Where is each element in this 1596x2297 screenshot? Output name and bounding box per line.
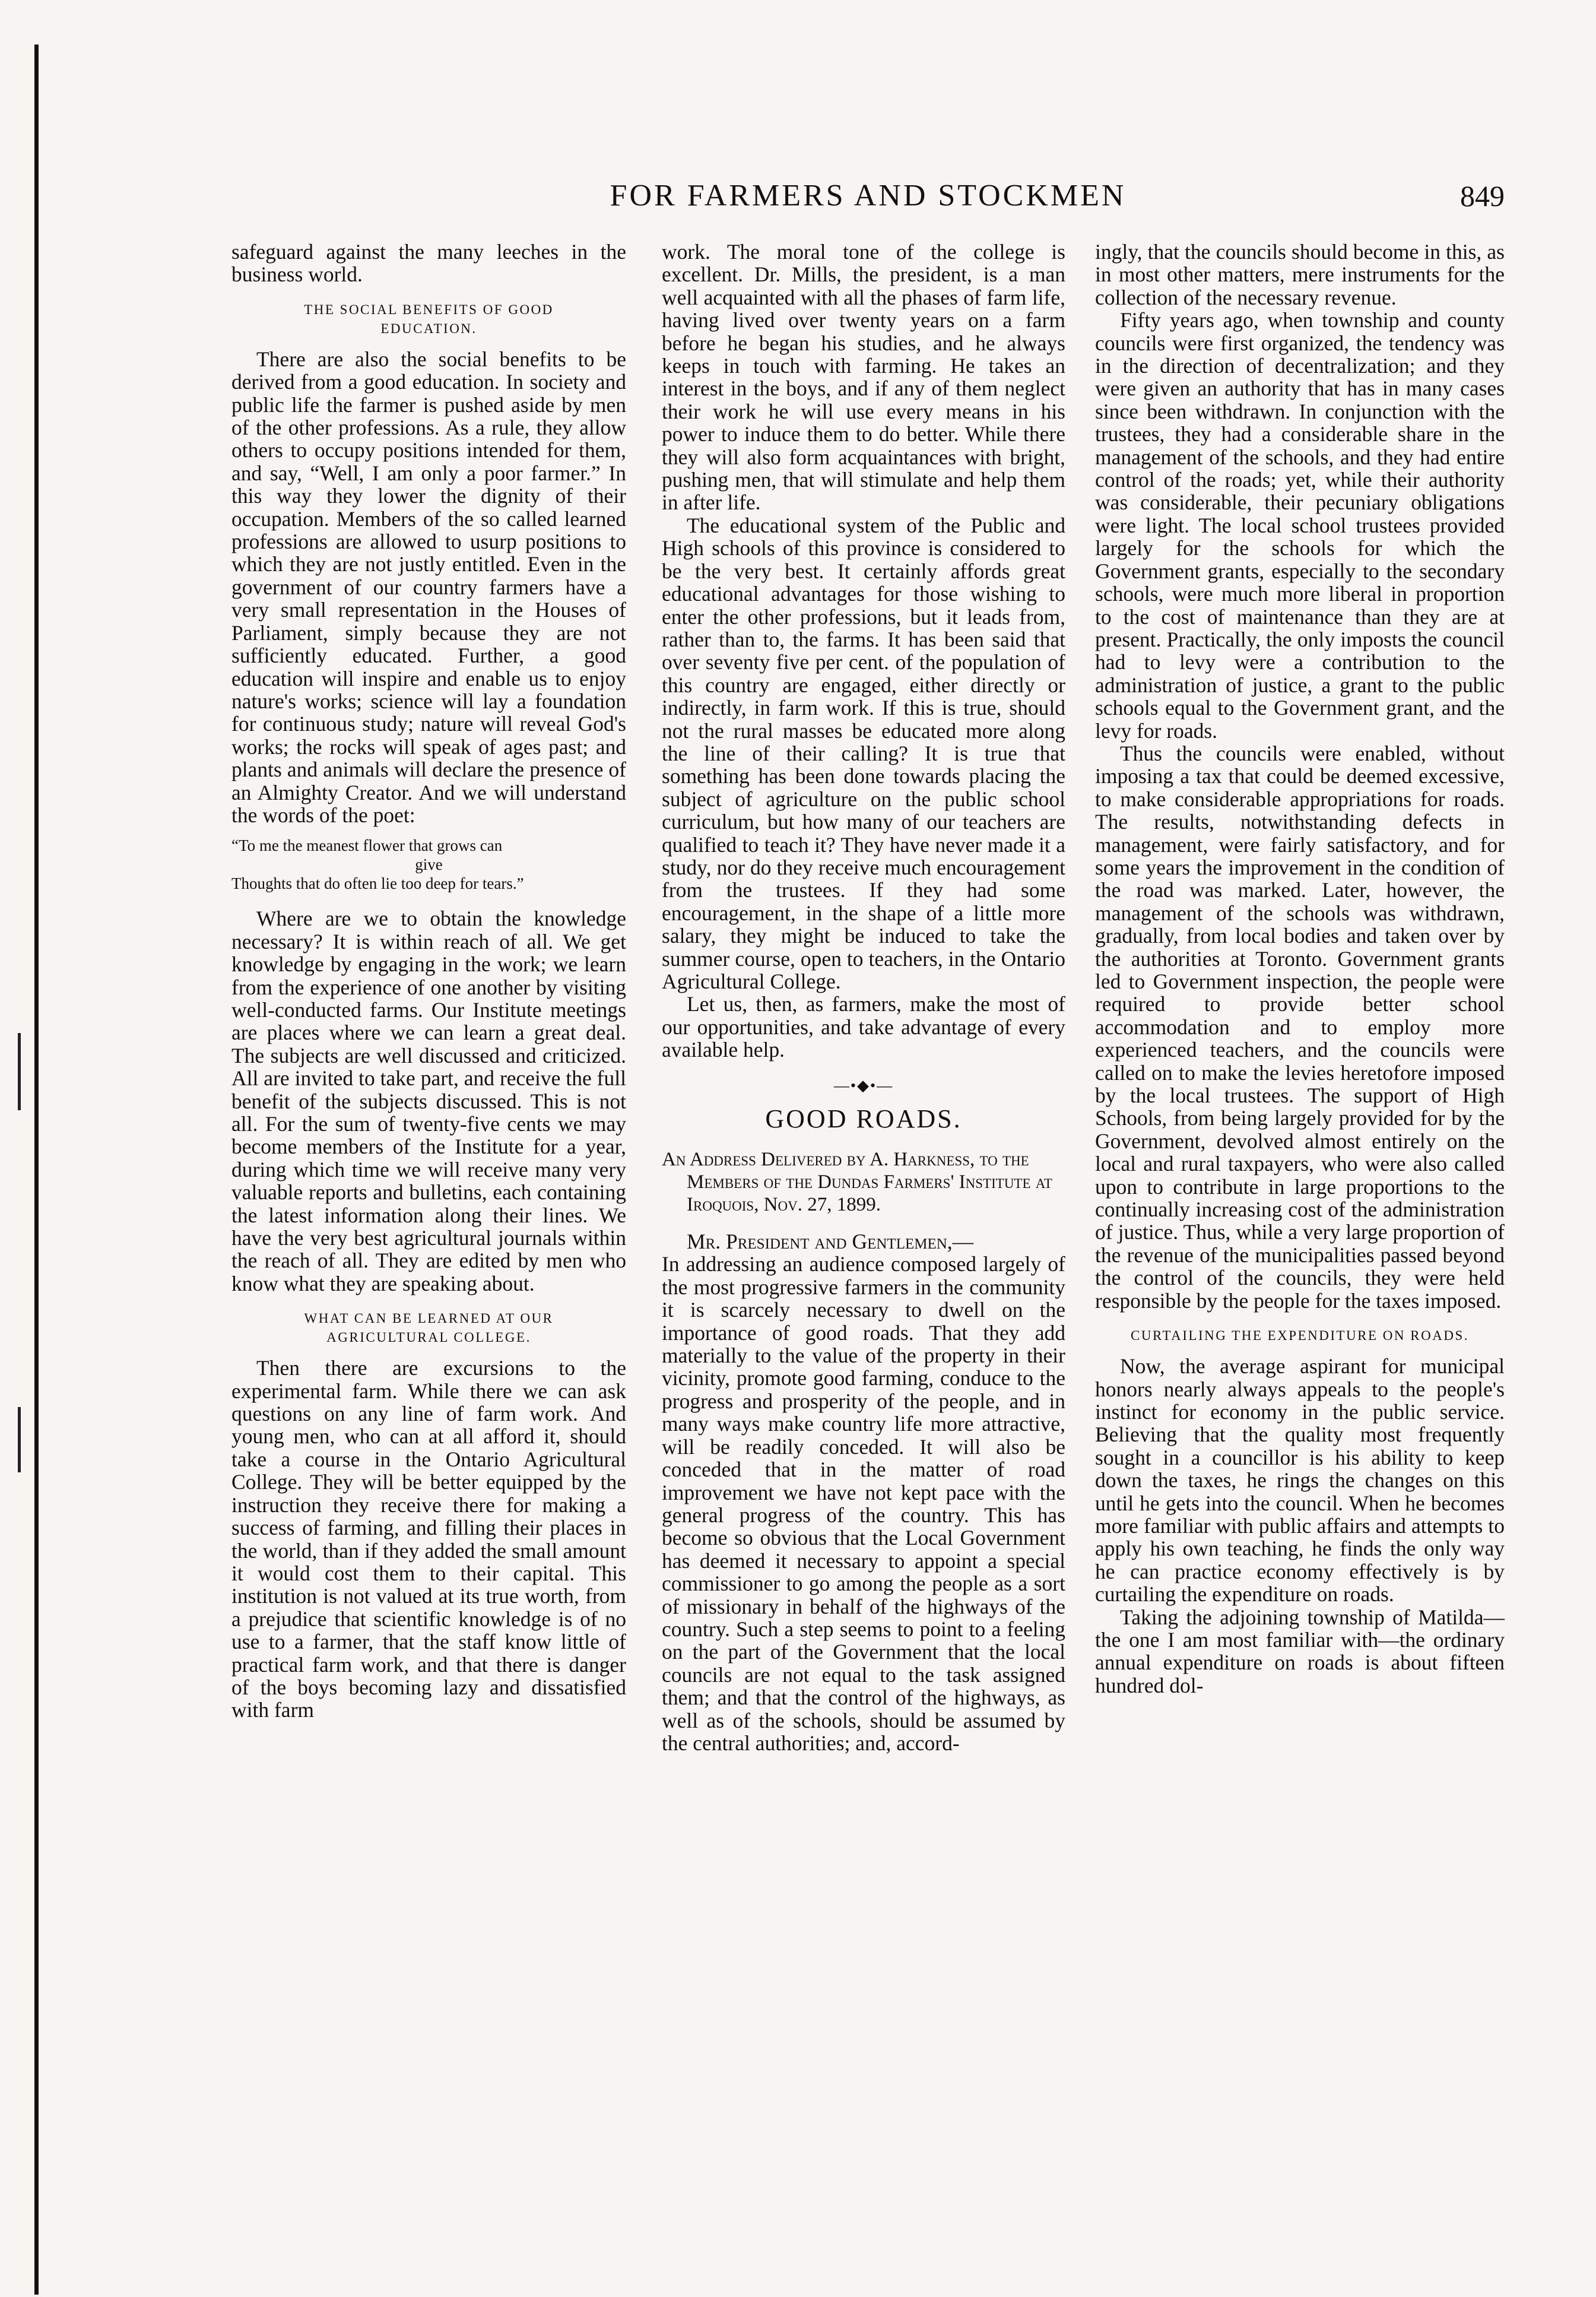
- poem-quote: [231, 836, 626, 893]
- paragraph: Then there are excursions to the experimental farm. While there we can ask questions on any line of farm work. And young men, who can at all afford it, should take a course in the Ontario Agricultural College. They will be better equipped by the instruction they receive there for making a success of farming, and filling their places in the world, than if they added the small amount it would cost them to their capital. This institution is not valued at its true worth, from a prejudice that scientific knowledge is of no use to a farmer, that the staff know little of practical farm work, and that there is danger of the boys becoming lazy and dissatisfied with farm: [231, 1356, 626, 1722]
- paragraph: Let us, then, as farmers, make the most of our opportunities, and take advantage of every available help.: [662, 992, 1065, 1062]
- subheading: WHAT CAN BE LEARNED AT OUR AGRICULTURAL COLLEGE.: [304, 1311, 554, 1345]
- paragraph: ingly, that the councils should become in this, as in most other matters, mere instruments for the collection of the necessary revenue.: [1095, 240, 1505, 309]
- salutation: Mr. President and Gentlemen,—: [687, 1230, 974, 1254]
- section-title: GOOD ROADS.: [765, 1104, 962, 1134]
- paragraph: Taking the adjoining township of Matilda—the one I am most familiar with—the ordinary annual expenditure on roads is about fifteen hundred dol-: [1095, 1605, 1505, 1697]
- subheading: CURTAILING THE EXPENDITURE ON ROADS.: [1131, 1328, 1469, 1344]
- poem-line: Thoughts that do often lie too deep for tears.”: [231, 875, 524, 893]
- column-2: [662, 240, 1065, 1754]
- paragraph: There are also the social benefits to be derived from a good education. In society and public life the farmer is pushed aside by men of the other professions. As a rule, they allow others to occupy positions intended for them, and say, “Well, I am only a poor farmer.” In this way they lower the dignity of their occupation. Members of the so called learned professions are allowed to usurp positions to which they are not justly entitled. Even in the government of our country farmers have a very small representation in the Houses of Parliament, simply because they are not sufficiently educated. Further, a good education will inspire and enable us to enjoy nature's works; science will lay a foundation for continuous study; nature will reveal God's works; the rocks will speak of ages past; and plants and animals will declare the presence of an Almighty Creator. And we will understand the words of the poet:: [231, 347, 626, 827]
- poem-line: “To me the meanest flower that grows can: [231, 837, 503, 855]
- poem-line: give: [415, 856, 443, 874]
- page-number: 849: [1460, 179, 1505, 213]
- running-title: FOR FARMERS AND STOCKMEN: [610, 179, 1127, 213]
- subheading: THE SOCIAL BENEFITS OF GOOD EDUCATION.: [304, 302, 554, 336]
- column-1: [231, 240, 626, 1722]
- column-3: [1095, 240, 1505, 1697]
- paragraph: Now, the average aspirant for municipal honors nearly always appeals to the people's instinct for economy in the public service. Believing that the quality most frequently sought in a councillor is his ability to keep down the taxes, he rings the changes on this until he gets into the council. When he becomes more familiar with public affairs and attempts to apply his own teaching, he finds the only way he can practice economy effectively is by curtailing the expenditure on roads.: [1095, 1354, 1505, 1607]
- page-edge-line: [34, 45, 39, 2295]
- scan-mark: [18, 1407, 21, 1472]
- address-byline: An Address Delivered by A. Harkness, to the Members of the Dundas Farmers' Institute at Iroquois, Nov. 27, 1899.: [662, 1149, 1052, 1216]
- paragraph: work. The moral tone of the college is excellent. Dr. Mills, the president, is a man well acquainted with all the phases of farm life, having lived over twenty years on a farm before he began his studies, and he always keeps in touch with farming. He takes an interest in the boys, and if any of them neglect their work he will use every means in his power to induce them to do better. While there they will also form acquaintances with bright, pushing men, that will stimulate and help them in after life.: [662, 240, 1065, 515]
- scan-mark: [18, 1033, 21, 1110]
- paragraph: In addressing an audience composed largely of the most progressive farmers in the community it is scarcely necessary to dwell on the importance of good roads. That they add materially to the value of the property in their vicinity, promote good farming, conduce to the progress and prosperity of the people, and in many ways make country life more attractive, will be readily conceded. It will also be conceded that in the matter of road improvement we have not kept pace with the general progress of the country. This has become so obvious that the Local Government has deemed it necessary to appoint a special commissioner to go among the people as a sort of missionary in behalf of the highways of the country. Such a step seems to point to a feeling on the part of the Government that the local councils are not equal to the task assigned them; and that the control of the highways, as well as of the schools, should be assumed by the central authorities; and, accord-: [662, 1252, 1065, 1755]
- paragraph: The educational system of the Public and High schools of this province is considered to be the very best. It certainly affords great educational advantages for those wishing to enter the other professions, but it leads from, rather than to, the farms. It has been said that over seventy five per cent. of the population of this country are engaged, either directly or indirectly, in farm work. If this is true, should not the rural masses be educated more along the line of their calling? It is true that something has been done towards placing the subject of agriculture on the public school curriculum, but how many of our teachers are qualified to teach it? They have never made it a study, nor do they receive much encouragement from the trustees. If they had some encouragement, in the shape of a little more salary, they might be induced to take the summer course, open to teachers, in the Ontario Agricultural College.: [662, 513, 1065, 993]
- paragraph: Thus the councils were enabled, without imposing a tax that could be deemed excessive, to make considerable appropriations for roads. The results, notwithstanding defects in management, were fairly satisfactory, and for some years the improvement in the condition of the road was marked. Later, however, the management of the schools was withdrawn, gradually, from local bodies and taken over by the authorities at Toronto. Government grants led to Government inspection, the people were required to provide better school accommodation and to employ more experienced teachers, and the councils were called on to make the levies heretofore imposed by the local trustees. The support of High Schools, from being largely provided for by the Government, devolved almost entirely on the local and rural taxpayers, who were also called upon to contribute in large proportions to the continually increasing cost of the administration of justice. Thus, while a very large proportion of the revenue of the municipalities passed beyond the control of the councils, they were held responsible by the people for the taxes imposed.: [1095, 741, 1505, 1313]
- running-head: [231, 175, 1505, 217]
- paragraph: safeguard against the many leeches in the business world.: [231, 240, 626, 287]
- section-divider: —•◆•—: [833, 1076, 894, 1094]
- paragraph: Where are we to obtain the knowledge necessary? It is within reach of all. We get knowledge by engaging in the work; we learn from the experience of one another by visiting well-conducted farms. Our Institute meetings are places where we can learn a great deal. The subjects are well discussed and criticized. All are invited to take part, and receive the full benefit of the subjects discussed. This is not all. For the sum of twenty-five cents we may become members of the Institute for a year, during which time we will receive many very valuable reports and bulletins, each containing the latest information along their lines. We have the very best agricultural journals within the reach of all. They are edited by men who know what they are speaking about.: [231, 907, 626, 1295]
- paragraph: Fifty years ago, when township and county councils were first organized, the tendency was in the direction of decentralization; and they were given an authority that has in many cases since been withdrawn. In conjunction with the trustees, they had a considerable share in the management of the schools, and they had entire control of the roads; yet, while their authority was considerable, their pecuniary obligations were light. The local school trustees provided largely for the schools for which the Government grants, especially to the secondary schools, were much more liberal in proportion to the cost of maintenance than they are at present. Practically, the only imposts the council had to levy were a contribution to the administration of justice, a grant to the public schools equal to the Government grant, and the levy for roads.: [1095, 308, 1505, 743]
